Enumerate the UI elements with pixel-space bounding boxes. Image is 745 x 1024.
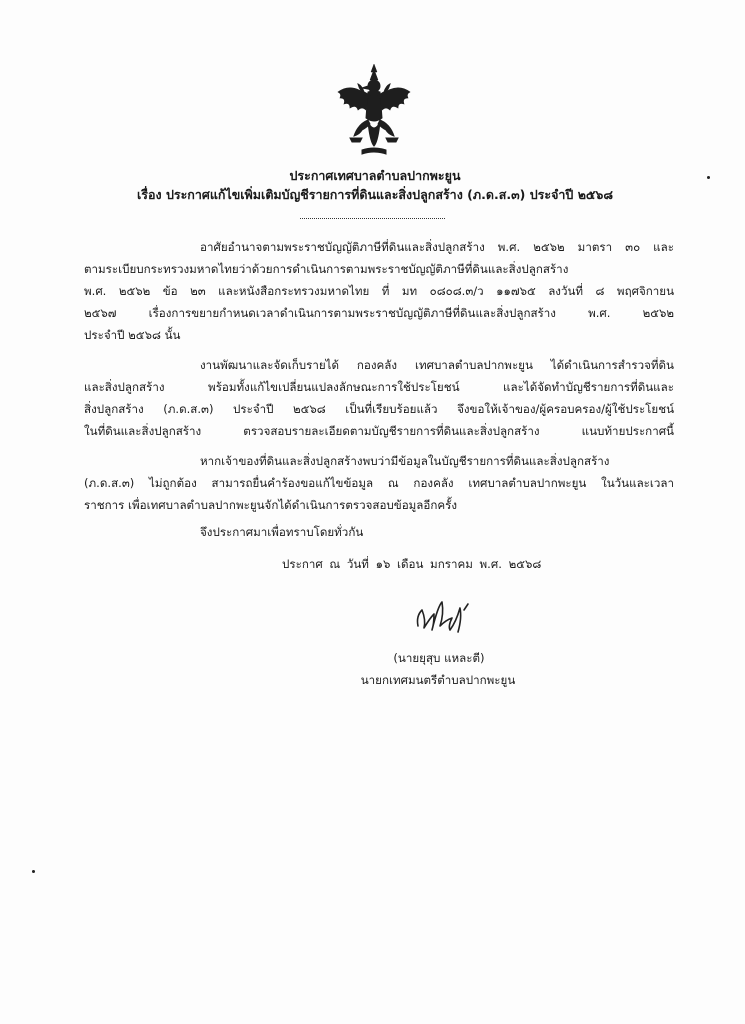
- paragraph-line: ในที่ดินและสิ่งปลูกสร้าง ตรวจสอบรายละเอียดตามบัญชีรายการที่ดินและสิ่งปลูกสร้าง แนบท้ายประกาศนี้: [84, 424, 674, 438]
- announcement-subject: เรื่อง ประกาศแก้ไขเพิ่มเติมบัญชีรายการที่ดินและสิ่งปลูกสร้าง (ภ.ด.ส.๓) ประจำปี ๒๕๖๘: [137, 187, 613, 202]
- paragraph-line: ตามระเบียบกระทรวงมหาดไทยว่าด้วยการดำเนินการตามพระราชบัญญัติภาษีที่ดินและสิ่งปลูกสร้าง: [84, 262, 569, 276]
- paragraph-line: สิ่งปลูกสร้าง (ภ.ด.ส.๓) ประจำปี ๒๕๖๘ เป็นที่เรียบร้อยแล้ว จึงขอให้เจ้าของ/ผู้ครอบครอง/ผู้ใช้ประโยชน์: [84, 402, 674, 416]
- paragraph-correction: [84, 450, 674, 516]
- dotted-divider: [300, 218, 445, 219]
- scan-speck: [32, 870, 35, 873]
- garuda-emblem-icon: [332, 62, 416, 162]
- handwritten-signature-icon: [412, 596, 478, 640]
- announcement-date: ประกาศ ณ วันที่ ๑๖ เดือน มกราคม พ.ศ. ๒๕๖๘: [282, 557, 542, 571]
- paragraph-line: และสิ่งปลูกสร้าง พร้อมทั้งแก้ไขเปลี่ยนแปลงลักษณะการใช้ประโยชน์ และได้จัดทำบัญชีรายการที่ดินและ: [84, 380, 674, 394]
- paragraph-line: หากเจ้าของที่ดินและสิ่งปลูกสร้างพบว่ามีข้อมูลในบัญชีรายการที่ดินและสิ่งปลูกสร้าง: [200, 454, 610, 468]
- signer-name: (นายยุสุบ แหละตี): [393, 651, 485, 665]
- scan-speck: [707, 176, 710, 179]
- paragraph-line: อาศัยอำนาจตามพระราชบัญญัติภาษีที่ดินและสิ่งปลูกสร้าง พ.ศ. ๒๕๖๒ มาตรา ๓๐ และ: [200, 240, 674, 254]
- paragraph-line: พ.ศ. ๒๕๖๒ ข้อ ๒๓ และหนังสือกระทรวงมหาดไทย ที่ มท ๐๘๐๘.๓/ว ๑๑๗๖๕ ลงวันที่ ๘ พฤศจิกายน: [84, 284, 674, 298]
- announcement-title: ประกาศเทศบาลตำบลปากพะยูน: [289, 168, 461, 183]
- paragraph-line: ประจำปี ๒๕๖๘ นั้น: [84, 328, 181, 342]
- paragraph-authority: [84, 236, 674, 346]
- paragraph-line: งานพัฒนาและจัดเก็บรายได้ กองคลัง เทศบาลตำบลปากพะยูน ได้ดำเนินการสำรวจที่ดิน: [200, 358, 674, 372]
- closing-statement: จึงประกาศมาเพื่อทราบโดยทั่วกัน: [200, 525, 364, 539]
- paragraph-line: ๒๕๖๗ เรื่องการขยายกำหนดเวลาดำเนินการตามพระราชบัญญัติภาษีที่ดินและสิ่งปลูกสร้าง พ.ศ. ๒๕๖๒: [84, 306, 674, 320]
- paragraph-line: ราชการ เพื่อเทศบาลตำบลปากพะยูนจักได้ดำเนินการตรวจสอบข้อมูลอีกครั้ง: [84, 498, 458, 512]
- signer-position: นายกเทศมนตรีตำบลปากพะยูน: [360, 673, 516, 687]
- paragraph-survey: [84, 354, 674, 442]
- paragraph-line: (ภ.ด.ส.๓) ไม่ถูกต้อง สามารถยื่นคำร้องขอแก้ไขข้อมูล ณ กองคลัง เทศบาลตำบลปากพะยูน ในวันและเวลา: [84, 476, 674, 490]
